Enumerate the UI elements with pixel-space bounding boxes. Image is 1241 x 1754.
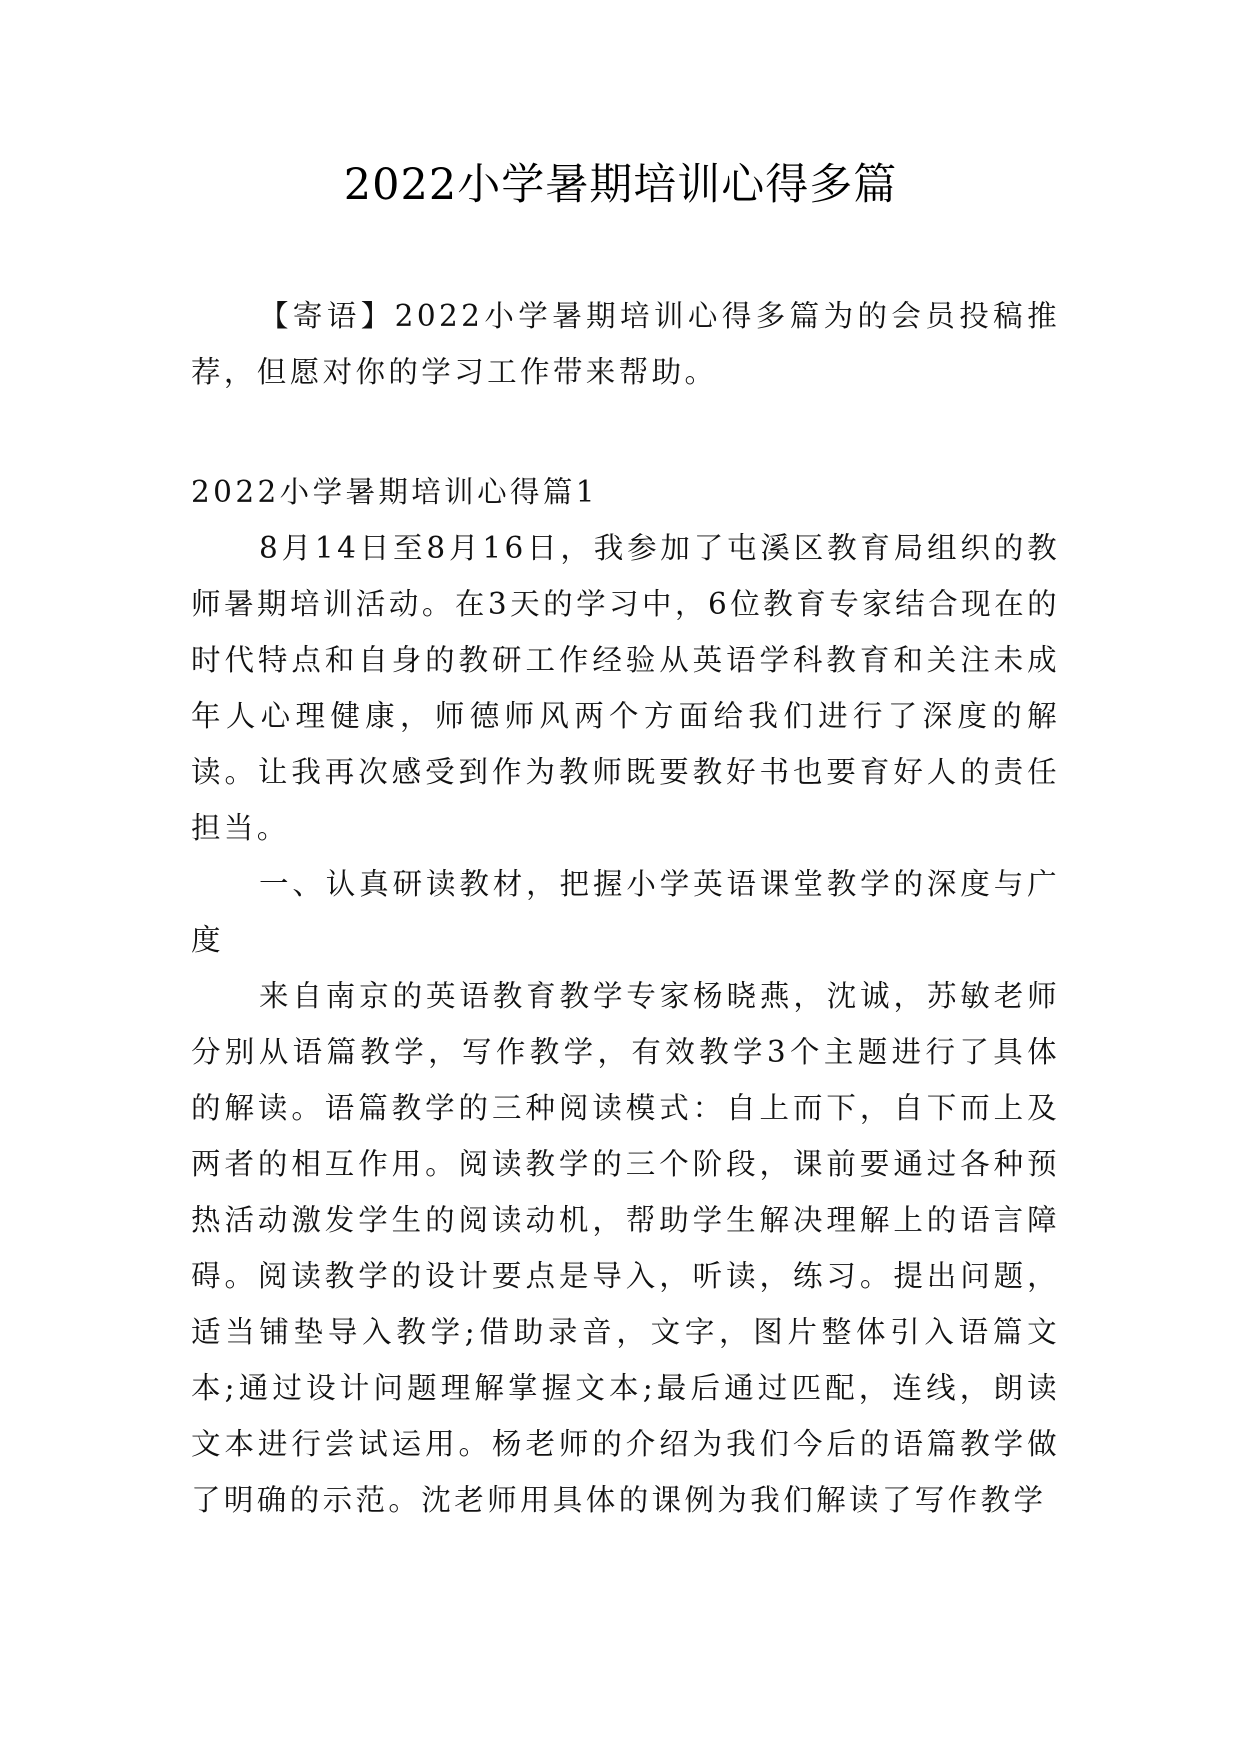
- body-paragraph-1: 8月14日至8月16日，我参加了屯溪区教育局组织的教师暑期培训活动。在3天的学习中，6位教育专家结合现在的时代特点和自身的教研工作经验从英语学科教育和关注未成年人心理健康，师德师风两个方面给我们进行了深度的解读。让我再次感受到作为教师既要教好书也要育好人的责任担当。: [191, 531, 1060, 845]
- intro-paragraph: 【寄语】2022小学暑期培训心得多篇为的会员投稿推荐，但愿对你的学习工作带来帮助。: [191, 299, 1060, 389]
- document-title: 2022小学暑期培训心得多篇: [343, 160, 898, 210]
- section-heading: 2022小学暑期培训心得篇1: [191, 475, 598, 509]
- subheading-paragraph: 一、认真研读教材，把握小学英语课堂教学的深度与广度: [191, 867, 1060, 957]
- body-paragraph-2: 来自南京的英语教育教学专家杨晓燕，沈诚，苏敏老师分别从语篇教学，写作教学，有效教学3个主题进行了具体的解读。语篇教学的三种阅读模式：自上而下，自下而上及两者的相互作用。阅读教学的三个阶段，课前要通过各种预热活动激发学生的阅读动机，帮助学生解决理解上的语言障碍。阅读教学的设计要点是导入，听读，练习。提出问题，适当铺垫导入教学;借助录音，文字，图片整体引入语篇文本;通过设计问题理解掌握文本;最后通过匹配，连线，朗读文本进行尝试运用。杨老师的介绍为我们今后的语篇教学做了明确的示范。沈老师用具体的课例为我们解读了写作教学: [191, 979, 1060, 1517]
